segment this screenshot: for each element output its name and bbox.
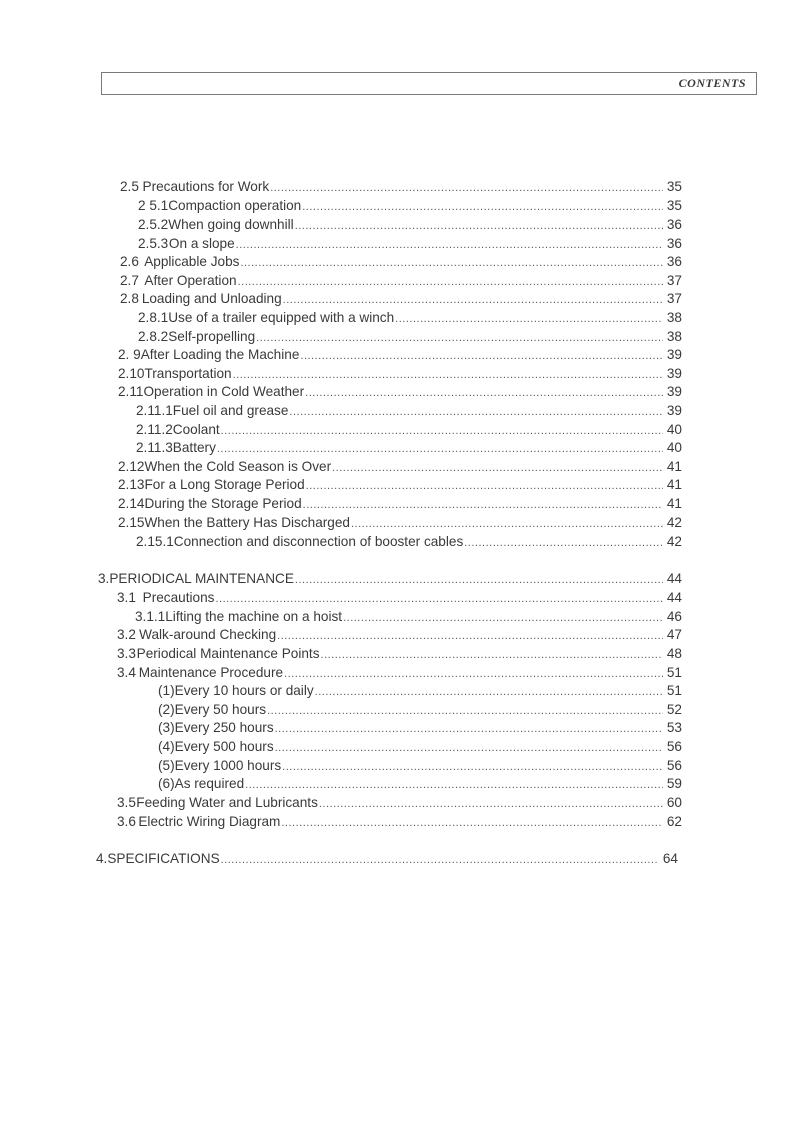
toc-entry-title: Operation in Cold Weather [143, 384, 305, 399]
toc-entry-title: When the Cold Season is Over [144, 459, 332, 474]
toc-entry-title: Every 50 hours [174, 702, 267, 717]
toc-entry-number: 3. [98, 571, 110, 586]
toc-entry[interactable] [138, 235, 682, 253]
leader-dots [343, 609, 663, 627]
leader-dots [464, 534, 663, 552]
toc-entry[interactable] [117, 664, 682, 682]
toc-entry[interactable] [158, 775, 682, 793]
header-title: CONTENTS [678, 76, 746, 90]
toc-entry[interactable] [138, 197, 682, 215]
toc-entry-title: Compaction operation [168, 198, 302, 213]
toc-entry-page: 53 [666, 720, 682, 735]
toc-entry[interactable] [138, 216, 682, 234]
toc-entry-number: 2.5.3 [138, 236, 169, 251]
toc-entry[interactable] [117, 813, 682, 831]
toc-entry-number: 2.6 [120, 254, 139, 269]
toc-entry-page: 35 [666, 179, 682, 194]
toc-entry-number: (6) [158, 776, 175, 791]
leader-dots [215, 590, 663, 608]
toc-entry-page: 42 [666, 515, 682, 530]
leader-dots [236, 236, 663, 254]
toc-entry-title: Use of a trailer equipped with a winch [168, 310, 395, 325]
toc-entry-title: As required [174, 776, 245, 791]
toc-entry-number: 2.8.2 [138, 329, 169, 344]
toc-entry-title: SPECIFICATIONS [107, 851, 220, 866]
leader-dots [395, 310, 663, 328]
toc-entry-title: Connection and disconnection of booster cables [173, 534, 464, 549]
toc-entry[interactable] [117, 626, 682, 644]
toc-entry-title: Battery [172, 440, 216, 455]
toc-entry-title: Electric Wiring Diagram [138, 814, 281, 829]
leader-dots [256, 329, 663, 347]
toc-entry-page: 48 [666, 646, 682, 661]
toc-entry-title: Every 500 hours [174, 739, 274, 754]
toc-entry-page: 36 [666, 236, 682, 251]
toc-entry-page: 39 [666, 347, 682, 362]
leader-dots [275, 739, 663, 757]
toc-entry-number: 2.10 [118, 366, 145, 381]
toc-entry[interactable] [117, 589, 682, 607]
toc-entry-number: 4. [96, 851, 108, 866]
toc-entry-number: 2.15.1 [136, 534, 174, 549]
toc-entry-number: 2.11 [118, 384, 144, 399]
toc-entry-title: For a Long Storage Period [144, 477, 305, 492]
toc-entry-title: Precautions [142, 590, 215, 605]
toc-entry[interactable] [120, 253, 682, 271]
toc-entry-number: 3.5 [117, 795, 136, 810]
toc-entry-number: 2.11.1 [136, 403, 173, 418]
toc-entry-page: 56 [666, 758, 682, 773]
toc-entry-page: 38 [666, 310, 682, 325]
toc-entry-number: 3.1.1 [135, 609, 166, 624]
toc-entry-number: 3.4 [117, 665, 136, 680]
leader-dots [306, 477, 663, 495]
leader-dots [315, 683, 663, 701]
leader-dots [282, 758, 663, 776]
toc-entry[interactable] [120, 290, 682, 308]
toc-entry-title: Coolant [172, 422, 220, 437]
toc-entry-title: Maintenance Procedure [138, 665, 284, 680]
leader-dots [295, 571, 663, 589]
toc-entry[interactable] [118, 495, 682, 513]
toc-entry-title: During the Storage Period [144, 496, 302, 511]
toc-entry-number: 3.6 [117, 814, 136, 829]
toc-entry[interactable] [136, 439, 682, 457]
toc-entry-title: After Operation [144, 273, 237, 288]
leader-dots [240, 254, 663, 272]
leader-dots [332, 459, 663, 477]
toc-entry[interactable] [118, 365, 682, 383]
toc-entry-number: 2. 9 [118, 347, 141, 362]
toc-entry-page: 44 [666, 571, 682, 586]
leader-dots [217, 440, 663, 458]
toc-entry[interactable] [120, 178, 682, 196]
toc-entry-title: Every 1000 hours [174, 758, 282, 773]
toc-entry[interactable] [135, 608, 682, 626]
toc-entry[interactable] [158, 738, 682, 756]
toc-entry[interactable] [120, 272, 682, 290]
leader-dots [267, 702, 663, 720]
toc-entry-number: 2.5.2 [138, 217, 169, 232]
toc-entry-number: 2.8.1 [138, 310, 169, 325]
toc-entry-title: Periodical Maintenance Points [136, 646, 320, 661]
toc-entry-title: PERIODICAL MAINTENANCE [109, 571, 294, 586]
toc-entry-title: After Loading the Machine [140, 347, 300, 362]
leader-dots [221, 851, 659, 869]
toc-entry-title: Fuel oil and grease [172, 403, 289, 418]
toc-entry-page: 41 [666, 459, 682, 474]
toc-entry-page: 37 [666, 273, 682, 288]
toc-entry-number: 2.13 [118, 477, 145, 492]
toc-entry-chapter[interactable] [98, 570, 682, 588]
toc-entry-title: Every 10 hours or daily [174, 683, 314, 698]
toc-entry-title: Self-propelling [168, 329, 256, 344]
toc-entry-number: 2.11.3 [136, 440, 173, 455]
toc-entry-page: 41 [666, 496, 682, 511]
toc-entry-title: On a slope [168, 236, 235, 251]
toc-entry[interactable] [118, 514, 682, 532]
toc-entry-page: 64 [662, 851, 678, 866]
toc-entry-page: 51 [666, 683, 682, 698]
toc-entry[interactable] [118, 346, 682, 364]
toc-entry-number: 2.11.2 [136, 422, 173, 437]
toc-entry-number: 2.14 [118, 496, 145, 511]
toc-entry-chapter[interactable] [96, 850, 678, 868]
leader-dots [275, 720, 663, 738]
toc-entry-number: 2.15 [118, 515, 145, 530]
leader-dots [238, 273, 663, 291]
toc-entry-title: Loading and Unloading [141, 291, 282, 306]
toc-entry-page: 62 [666, 814, 682, 829]
leader-dots [283, 291, 663, 309]
toc-entry[interactable] [158, 682, 682, 700]
toc-entry-page: 52 [666, 702, 682, 717]
toc-entry[interactable] [117, 794, 682, 812]
toc-entry-number: 2.12 [118, 459, 145, 474]
toc-entry-number: 2.7 [120, 273, 139, 288]
toc-entry-number: 2.5 [120, 179, 139, 194]
toc-entry-title: Feeding Water and Lubricants [136, 795, 318, 810]
toc-entry-page: 59 [666, 776, 682, 791]
leader-dots [245, 776, 663, 794]
leader-dots [302, 198, 663, 216]
leader-dots [321, 646, 663, 664]
leader-dots [303, 496, 663, 514]
leader-dots [295, 217, 663, 235]
toc-entry-number: (5) [158, 758, 175, 773]
toc-entry[interactable] [136, 402, 682, 420]
toc-entry-page: 47 [666, 627, 682, 642]
toc-entry-page: 35 [666, 198, 682, 213]
leader-dots [284, 665, 663, 683]
toc-entry-page: 56 [666, 739, 682, 754]
toc-entry-page: 39 [666, 384, 682, 399]
toc-entry-page: 40 [666, 422, 682, 437]
toc-entry-number: 3.3 [117, 646, 136, 661]
leader-dots [281, 814, 663, 832]
toc-entry-page: 51 [666, 665, 682, 680]
toc-entry[interactable] [136, 421, 682, 439]
toc-entry[interactable] [158, 719, 682, 737]
toc-entry-number: 2 5.1 [138, 198, 169, 213]
toc-entry-page: 44 [666, 590, 682, 605]
toc-entry[interactable] [158, 757, 682, 775]
header-box [101, 72, 757, 95]
toc-entry-page: 36 [666, 254, 682, 269]
toc-entry-page: 42 [666, 534, 682, 549]
toc-entry[interactable] [138, 328, 682, 346]
toc-entry[interactable] [118, 476, 682, 494]
toc-entry-page: 60 [666, 795, 682, 810]
toc-entry-title: Transportation [144, 366, 232, 381]
toc-entry-title: Lifting the machine on a hoist [165, 609, 343, 624]
toc-entry[interactable] [118, 458, 682, 476]
toc-entry-title: Every 250 hours [174, 720, 274, 735]
toc-entry-number: 3.2 [117, 627, 136, 642]
toc-entry-page: 46 [666, 609, 682, 624]
toc-entry-number: (3) [158, 720, 175, 735]
leader-dots [277, 627, 663, 645]
toc-entry-number: (1) [158, 683, 175, 698]
toc-entry[interactable] [118, 383, 682, 401]
toc-entry[interactable] [117, 645, 682, 663]
toc-entry-title: When the Battery Has Discharged [144, 515, 350, 530]
toc-entry-title: Walk-around Checking [139, 627, 277, 642]
toc-entry-title: Applicable Jobs [144, 254, 240, 269]
toc-entry-number: 3.1 [117, 590, 136, 605]
toc-entry-title: Precautions for Work [142, 179, 270, 194]
leader-dots [319, 795, 663, 813]
toc-entry-page: 39 [666, 366, 682, 381]
toc-entry[interactable] [138, 309, 682, 327]
leader-dots [289, 403, 663, 421]
toc-entry-number: (4) [158, 739, 175, 754]
toc-entry-page: 39 [666, 403, 682, 418]
toc-entry-title: When going downhill [168, 217, 294, 232]
toc-entry-page: 37 [666, 291, 682, 306]
toc-entry-page: 40 [666, 440, 682, 455]
toc-entry-page: 36 [666, 217, 682, 232]
toc-entry-number: 2.8 [120, 291, 139, 306]
toc-entry[interactable] [136, 533, 682, 551]
leader-dots [270, 179, 663, 197]
leader-dots [233, 366, 663, 384]
toc-entry-page: 38 [666, 329, 682, 344]
toc-entry[interactable] [158, 701, 682, 719]
toc-entry-number: (2) [158, 702, 175, 717]
leader-dots [221, 422, 663, 440]
leader-dots [351, 515, 663, 533]
toc-entry-page: 41 [666, 477, 682, 492]
leader-dots [305, 384, 663, 402]
leader-dots [300, 347, 663, 365]
